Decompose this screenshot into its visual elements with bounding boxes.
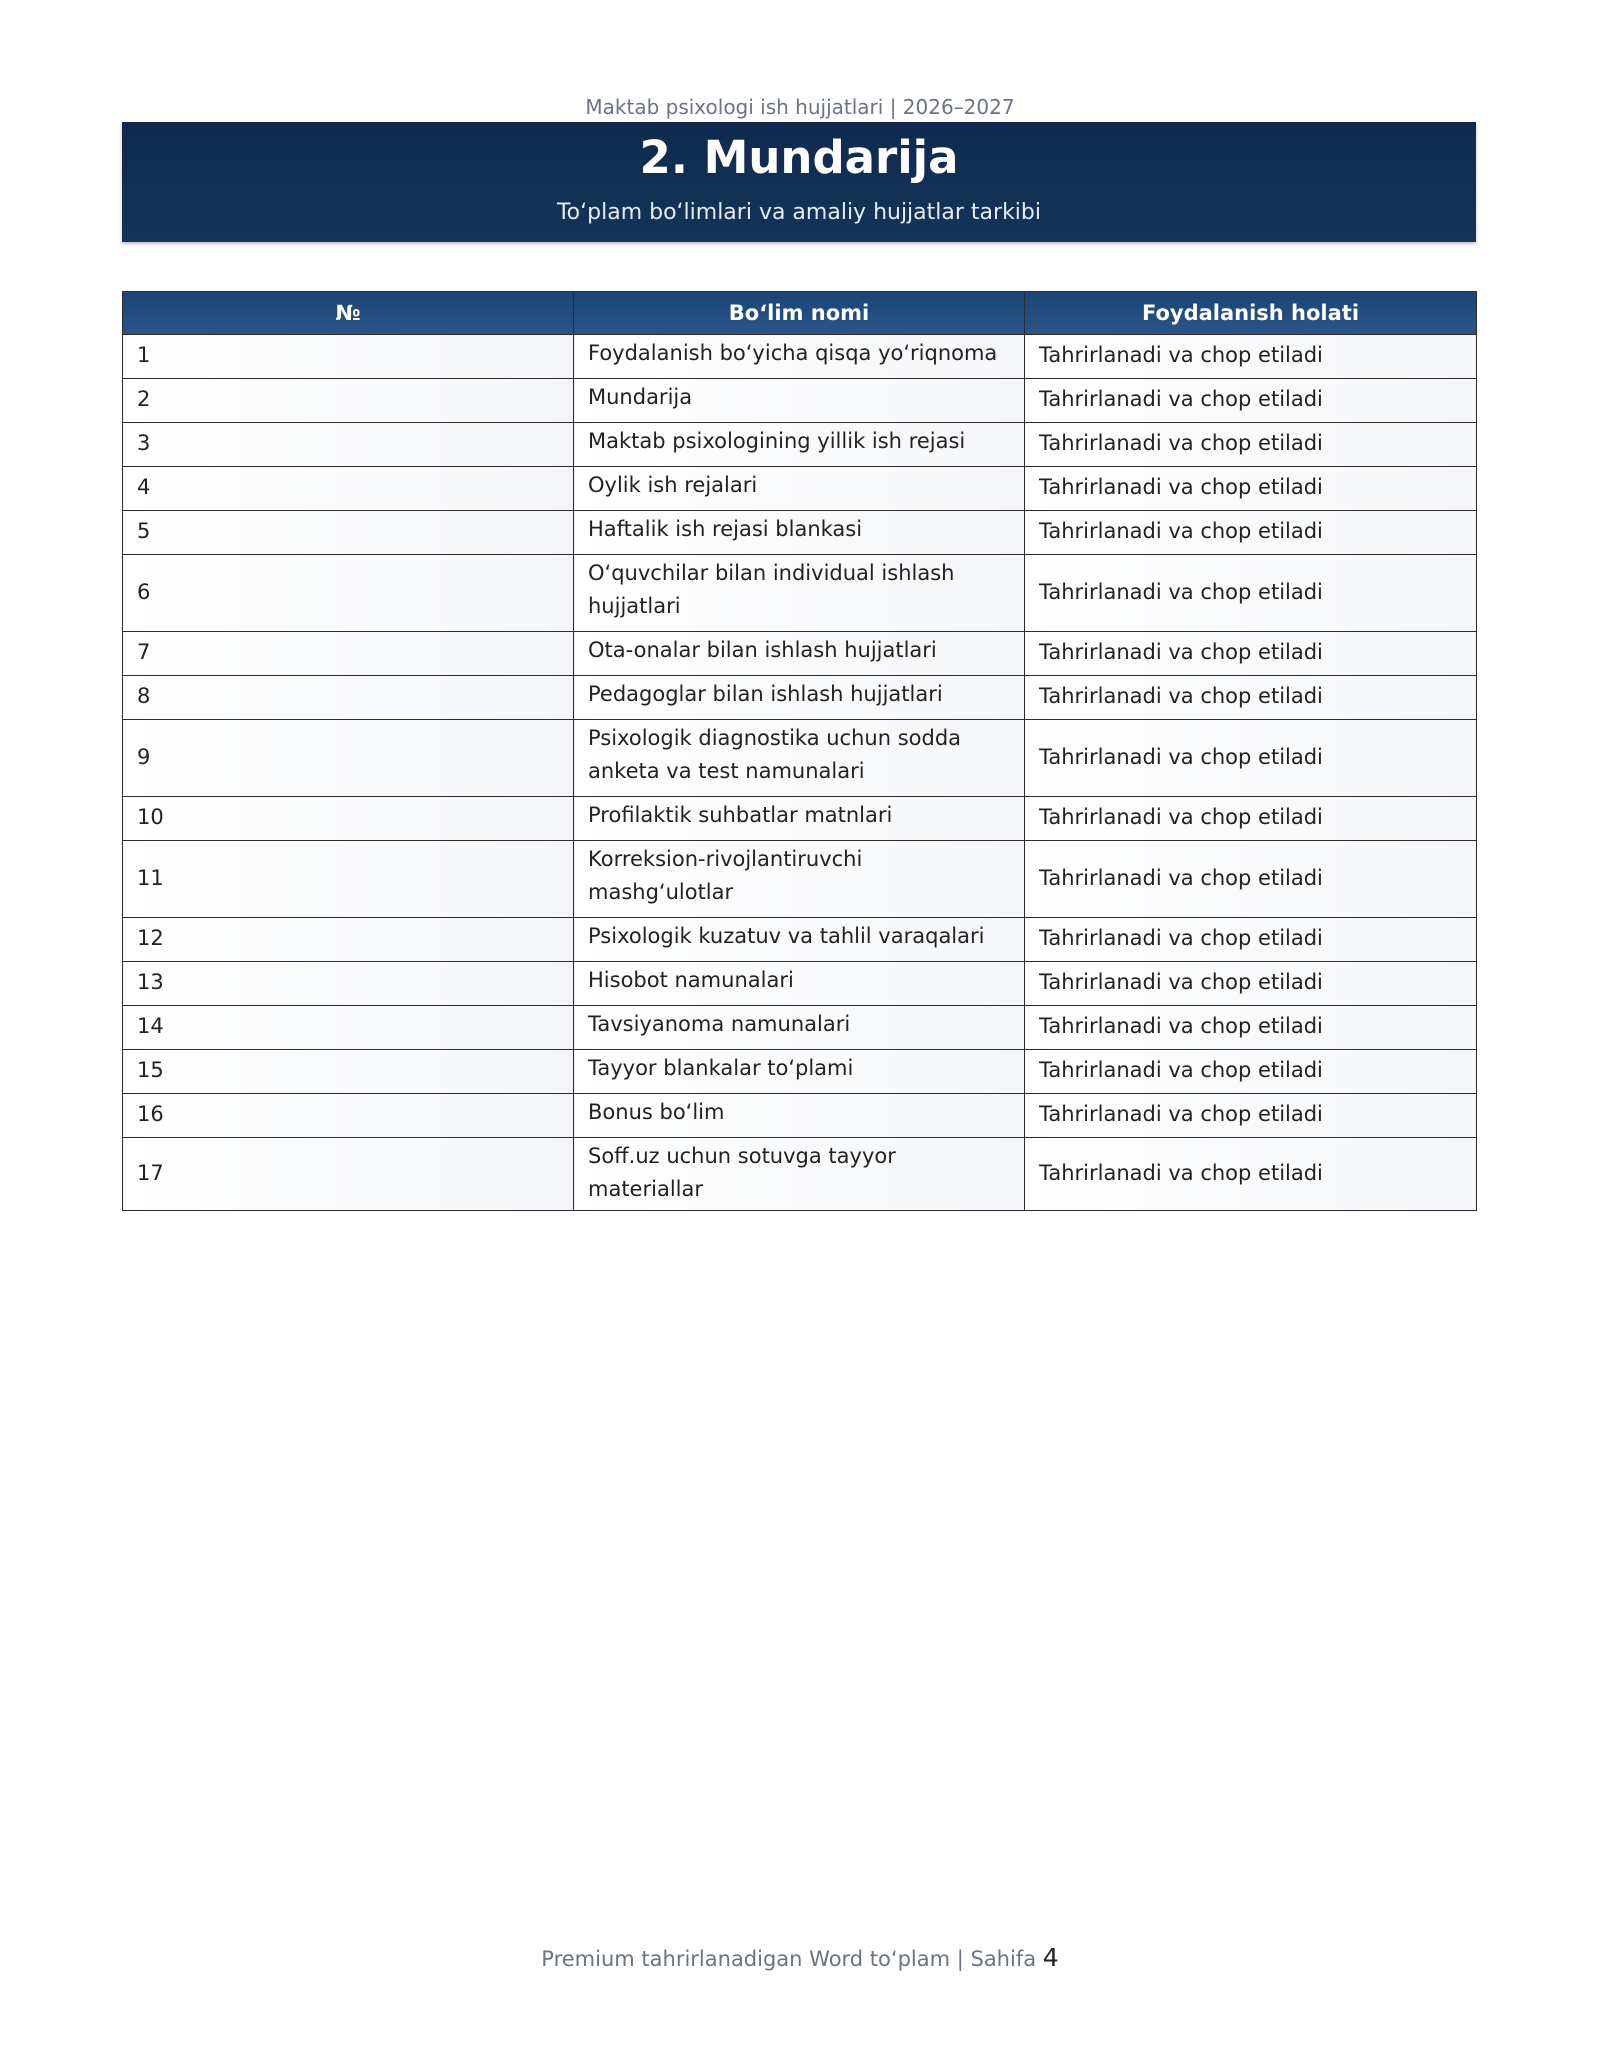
table-header-row bbox=[123, 292, 1477, 335]
section-name: Profilaktik suhbatlar matnlari bbox=[574, 797, 1025, 841]
section-name: Tayyor blankalar to‘plami bbox=[574, 1050, 1025, 1094]
section-name: Psixologik diagnostika uchun sodda anketa va test namunalari bbox=[574, 720, 1025, 797]
usage-status: Tahrirlanadi va chop etiladi bbox=[1025, 1094, 1477, 1138]
page-footer bbox=[0, 1943, 1600, 1974]
usage-status: Tahrirlanadi va chop etiladi bbox=[1025, 676, 1477, 720]
table-row bbox=[123, 511, 1477, 555]
row-number: 17 bbox=[123, 1138, 574, 1211]
row-number: 16 bbox=[123, 1094, 574, 1138]
table-row bbox=[123, 335, 1477, 379]
usage-status: Tahrirlanadi va chop etiladi bbox=[1025, 962, 1477, 1006]
usage-status: Tahrirlanadi va chop etiladi bbox=[1025, 467, 1477, 511]
section-name: Pedagoglar bilan ishlash hujjatlari bbox=[574, 676, 1025, 720]
section-name: Oylik ish rejalari bbox=[574, 467, 1025, 511]
contents-table bbox=[122, 291, 1477, 1211]
section-name: Mundarija bbox=[574, 379, 1025, 423]
usage-status: Tahrirlanadi va chop etiladi bbox=[1025, 841, 1477, 918]
table-row bbox=[123, 918, 1477, 962]
section-name: Korreksion-rivojlantiruvchi mashg‘ulotlar bbox=[574, 841, 1025, 918]
table-row bbox=[123, 1094, 1477, 1138]
usage-status: Tahrirlanadi va chop etiladi bbox=[1025, 379, 1477, 423]
row-number: 3 bbox=[123, 423, 574, 467]
section-name: Psixologik kuzatuv va tahlil varaqalari bbox=[574, 918, 1025, 962]
usage-status: Tahrirlanadi va chop etiladi bbox=[1025, 918, 1477, 962]
usage-status: Tahrirlanadi va chop etiladi bbox=[1025, 335, 1477, 379]
table-row bbox=[123, 379, 1477, 423]
page-number: 4 bbox=[1042, 1943, 1059, 1972]
usage-status: Tahrirlanadi va chop etiladi bbox=[1025, 1138, 1477, 1211]
row-number: 12 bbox=[123, 918, 574, 962]
table-row bbox=[123, 720, 1477, 797]
page-subtitle: To‘plam bo‘limlari va amaliy hujjatlar tarkibi bbox=[556, 200, 1041, 225]
section-name: Haftalik ish rejasi blankasi bbox=[574, 511, 1025, 555]
row-number: 5 bbox=[123, 511, 574, 555]
table-row bbox=[123, 1050, 1477, 1094]
row-number: 15 bbox=[123, 1050, 574, 1094]
row-number: 13 bbox=[123, 962, 574, 1006]
row-number: 10 bbox=[123, 797, 574, 841]
column-header-section-name: Bo‘lim nomi bbox=[574, 292, 1025, 335]
table-row bbox=[123, 797, 1477, 841]
title-banner bbox=[122, 122, 1476, 242]
column-header-number: № bbox=[123, 292, 574, 335]
usage-status: Tahrirlanadi va chop etiladi bbox=[1025, 423, 1477, 467]
usage-status: Tahrirlanadi va chop etiladi bbox=[1025, 632, 1477, 676]
row-number: 14 bbox=[123, 1006, 574, 1050]
usage-status: Tahrirlanadi va chop etiladi bbox=[1025, 555, 1477, 632]
page-title: 2. Mundarija bbox=[639, 131, 959, 184]
row-number: 11 bbox=[123, 841, 574, 918]
row-number: 6 bbox=[123, 555, 574, 632]
running-header: Maktab psixologi ish hujjatlari | 2026–2027 bbox=[585, 95, 1015, 119]
usage-status: Tahrirlanadi va chop etiladi bbox=[1025, 1006, 1477, 1050]
table-row bbox=[123, 555, 1477, 632]
usage-status: Tahrirlanadi va chop etiladi bbox=[1025, 797, 1477, 841]
table-row bbox=[123, 1006, 1477, 1050]
section-name: Foydalanish bo‘yicha qisqa yo‘riqnoma bbox=[574, 335, 1025, 379]
footer-text: Premium tahrirlanadigan Word to‘plam | Sahifa bbox=[541, 1947, 1037, 1971]
table-row bbox=[123, 1138, 1477, 1211]
section-name: Maktab psixologining yillik ish rejasi bbox=[574, 423, 1025, 467]
row-number: 2 bbox=[123, 379, 574, 423]
section-name: Tavsiyanoma namunalari bbox=[574, 1006, 1025, 1050]
usage-status: Tahrirlanadi va chop etiladi bbox=[1025, 1050, 1477, 1094]
row-number: 9 bbox=[123, 720, 574, 797]
row-number: 1 bbox=[123, 335, 574, 379]
row-number: 7 bbox=[123, 632, 574, 676]
row-number: 8 bbox=[123, 676, 574, 720]
usage-status: Tahrirlanadi va chop etiladi bbox=[1025, 511, 1477, 555]
section-name: Hisobot namunalari bbox=[574, 962, 1025, 1006]
table-row bbox=[123, 632, 1477, 676]
section-name: Soff.uz uchun sotuvga tayyor materiallar bbox=[574, 1138, 1025, 1211]
usage-status: Tahrirlanadi va chop etiladi bbox=[1025, 720, 1477, 797]
table-row bbox=[123, 962, 1477, 1006]
row-number: 4 bbox=[123, 467, 574, 511]
section-name: O‘quvchilar bilan individual ishlash hujjatlari bbox=[574, 555, 1025, 632]
column-header-usage-status: Foydalanish holati bbox=[1025, 292, 1477, 335]
section-name: Ota-onalar bilan ishlash hujjatlari bbox=[574, 632, 1025, 676]
table-row bbox=[123, 841, 1477, 918]
table-row bbox=[123, 423, 1477, 467]
section-name: Bonus bo‘lim bbox=[574, 1094, 1025, 1138]
table-row bbox=[123, 676, 1477, 720]
table-row bbox=[123, 467, 1477, 511]
